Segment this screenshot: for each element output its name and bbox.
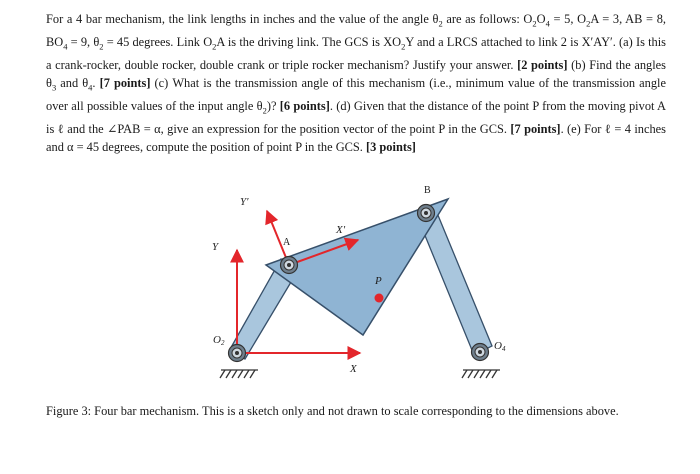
problem-text: = 5, O [549,12,587,26]
problem-text: and θ [56,76,89,91]
label-y-prime: Y′ [240,196,249,208]
label-o4: O4 [494,340,506,353]
pivot-b [418,205,435,222]
problem-text: . (e) For ℓ = 4 inches and α = 45 degrees, compute the position of point P in the GCS. [46,121,666,155]
subscript: 2 [438,18,443,29]
subscript: 2 [532,18,537,29]
ground-o2 [220,370,258,378]
pivot-o2 [229,345,246,362]
ground-o4 [462,370,500,378]
problem-text: For a 4 bar mechanism, the link lengths in inches and the value of the angle θ [46,12,439,26]
label-o2: O2 [213,334,225,347]
problem-text: . (d) Given that the distance of the point P from the moving pivot A is ℓ and the ∠PAB = α, give an expression for the position vector of the point P in the GCS. [46,99,666,136]
problem-text: A is the driving link. The GCS is XO [216,34,402,49]
pivot-a [281,257,298,274]
subscript: 2 [262,105,267,116]
problem-text: (c) What is the transmission angle of this mechanism (i.e., minimum value of the transmission angle over all possible values of the input angle θ [46,76,666,114]
pivot-o4 [472,344,489,361]
point-p [375,294,384,303]
problem-text: Y and a LRCS attached to link 2 is X′AY′. (a) Is this a crank-rocker, double rocker, double crank or triple rocker mechanism? Justify your answer. [46,34,667,72]
problem-text: A = 3, AB = 8, BO [46,12,667,49]
subscript: 2 [586,18,591,29]
problem-text: )? [266,99,280,114]
label-y: Y [212,241,219,253]
subscript: 2 [401,41,406,52]
points-label: [7 points] [99,76,151,91]
problem-statement [46,10,666,157]
subscript: 2 [99,41,104,52]
problem-text: . [92,76,100,91]
label-x-prime: X′ [336,224,346,236]
subscript: 4 [63,41,68,52]
problem-text: O [536,12,546,26]
subscript: 3 [51,82,57,93]
subscript: 4 [88,82,93,93]
label-p: P [375,275,382,287]
points-label: [6 points] [279,99,330,114]
problem-text: are as follows: O [442,12,533,26]
points-label: [3 points] [366,140,416,155]
problem-text: (b) Find the angles θ [46,57,666,91]
points-label: [2 points] [517,57,568,72]
problem-text: = 9, θ [67,34,100,49]
subscript: 4 [545,18,550,29]
label-x: X [350,363,357,375]
problem-text: = 45 degrees. Link O [103,34,213,49]
label-b: B [424,185,431,196]
label-a: A [283,237,291,248]
figure-caption: Figure 3: Four bar mechanism. This is a sketch only and not drawn to scale corresponding to the dimensions above. [46,404,619,418]
points-label: [7 points] [510,121,561,136]
subscript: 2 [212,41,217,52]
four-bar-mechanism-figure [0,175,700,395]
